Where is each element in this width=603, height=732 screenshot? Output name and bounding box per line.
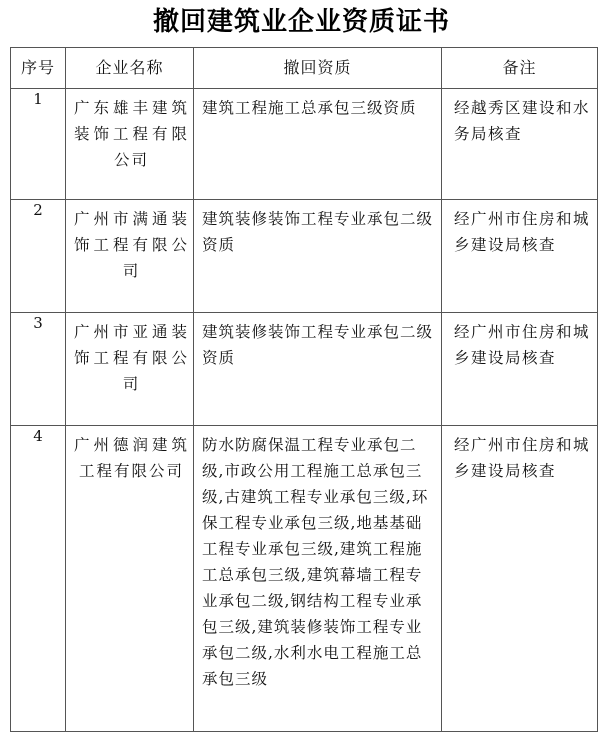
remarks-text: 经广州市住房和城乡建设局核查 [454, 436, 591, 480]
cell-serial-number: 3 [11, 313, 66, 426]
cell-revoked-qualifications [194, 313, 442, 426]
qualifications-text: 建筑工程施工总承包三级资质 [202, 99, 417, 117]
revoked-certificates-table [10, 47, 598, 732]
remarks-text: 经广州市住房和城乡建设局核查 [454, 323, 591, 367]
remarks-text: 经广州市住房和城乡建设局核查 [454, 210, 591, 254]
table-header-row [11, 48, 598, 89]
table-row [11, 426, 598, 732]
document-title: 撤回建筑业企业资质证书 [152, 7, 450, 37]
qualifications-text: 建筑装修装饰工程专业承包二级资质 [202, 210, 434, 254]
cell-company-name [66, 200, 194, 313]
cell-serial-number: 4 [11, 426, 66, 732]
table-row [11, 200, 598, 313]
cell-remarks [442, 426, 598, 732]
cell-remarks [442, 313, 598, 426]
header-company-name: 企业名称 [66, 48, 194, 89]
cell-company-name [66, 426, 194, 732]
header-remarks: 备注 [442, 48, 598, 89]
header-revoked-qualifications: 撤回资质 [194, 48, 442, 89]
company-name-text: 广州市亚通装饰工程有限公司 [74, 323, 189, 393]
cell-revoked-qualifications [194, 200, 442, 313]
cell-remarks [442, 200, 598, 313]
cell-revoked-qualifications [194, 89, 442, 200]
remarks-text: 经越秀区建设和水务局核查 [454, 99, 591, 143]
table-row [11, 313, 598, 426]
cell-company-name [66, 89, 194, 200]
cell-remarks [442, 89, 598, 200]
company-name-text: 广州市满通装饰工程有限公司 [74, 210, 189, 280]
table-row [11, 89, 598, 200]
qualifications-text: 建筑装修装饰工程专业承包二级资质 [202, 323, 434, 367]
header-serial-number: 序号 [11, 48, 66, 89]
cell-company-name [66, 313, 194, 426]
cell-serial-number: 1 [11, 89, 66, 200]
cell-revoked-qualifications [194, 426, 442, 732]
company-name-text: 广东雄丰建筑装饰工程有限公司 [74, 99, 189, 169]
company-name-text: 广州德润建筑工程有限公司 [74, 436, 189, 480]
qualifications-text: 防水防腐保温工程专业承包二级,市政公用工程施工总承包三级,古建筑工程专业承包三级,环保工程专业承包三级,地基基础工程专业承包三级,建筑工程施工总承包三级,建筑幕墙工程专业承包二级,钢结构工程专业承包三级,建筑装修装饰工程专业承包二级,水利水电工程施工总承包三级 [202, 436, 429, 688]
cell-serial-number: 2 [11, 200, 66, 313]
